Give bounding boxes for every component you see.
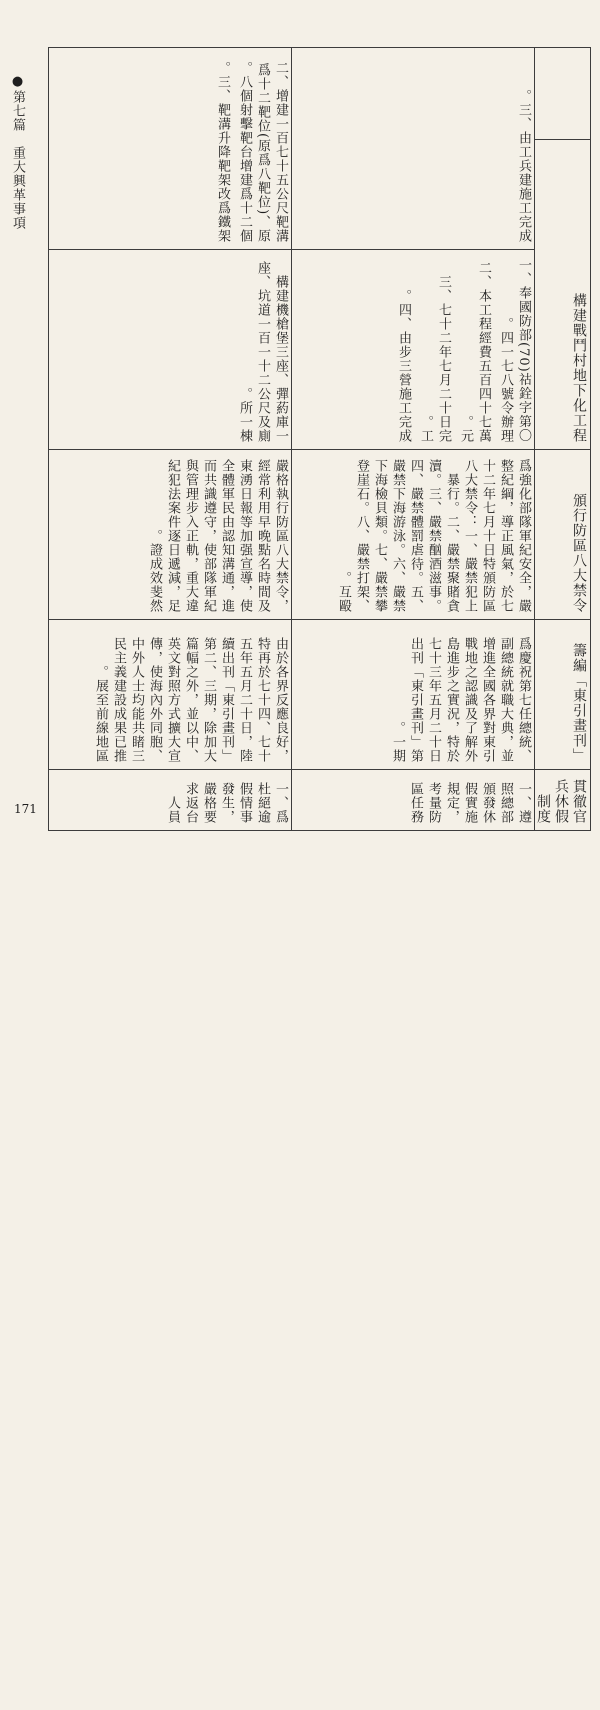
topic-text: 籌編「東引畫刊」 (571, 643, 587, 763)
chapter-number: 第七篇 (10, 90, 25, 132)
topic-cell (535, 770, 591, 831)
chapter-side-label (10, 74, 25, 230)
topic-text: 構建戰鬥村地下化工程 (571, 293, 587, 443)
table-row (49, 250, 591, 450)
result-cell (49, 450, 292, 620)
bullet-dot-icon: ● (10, 74, 25, 90)
measure-line: 二、本工程經費五百四十七萬元。 (458, 261, 491, 443)
measure-line: 四、由步三營施工完成。 (396, 289, 411, 443)
measure-line: 爲慶祝第七任總統、副總統就職大典，並增進全國各界對東引戰地之認識及了解外島進步之實況，特於七十三年五月二十日出刊「東引畫刊」第一期。 (390, 637, 531, 763)
reform-table (48, 47, 591, 831)
measure-cell (292, 450, 535, 620)
result-cell (49, 48, 292, 250)
topic-cell (535, 620, 591, 770)
measure-cell (292, 770, 535, 831)
table-row (49, 450, 591, 620)
topic-cell (535, 48, 591, 140)
measure-line: 一、遵照總部頒發休假實施規定，考量防區任務 (408, 782, 531, 824)
table-row (49, 48, 591, 140)
measure-cell (292, 250, 535, 450)
result-line: 一、爲杜絕逾假情事發生，嚴格要求返台人員 (165, 782, 288, 824)
result-cell (49, 250, 292, 450)
result-cell (49, 620, 292, 770)
result-line: 三、靶溝升降靶架改爲鐵架。 (215, 61, 230, 243)
measure-cell (292, 48, 535, 250)
measure-line: 三、七十二年七月二十日完工。 (418, 275, 451, 443)
measure-line: 爲強化部隊軍紀安全，嚴整紀綱，導正風氣，於七十二年七月十日特頒防區八大禁令：一、嚴禁犯上暴行。二、嚴禁聚賭貪瀆。三、嚴禁酗酒滋事。四、嚴禁體罰虐待。五、嚴禁下海游泳。六、嚴禁下海檢貝類。七、嚴禁攀登崖石。八、嚴禁打架、互毆。 (336, 459, 531, 613)
topic-text: 貫徹官兵休假制度 (535, 779, 587, 824)
topic-cell (535, 140, 591, 450)
measure-line: 三、由工兵建施工完成。 (516, 89, 531, 243)
topic-text: 頒行防區八大禁令 (571, 493, 587, 613)
measure-cell (292, 620, 535, 770)
result-line: 嚴格執行防區八大禁令，經常利用早晚點名時間及東湧日報等加强宣導，使全體軍民由認知溝通，進而共識遵守，使部隊軍紀與管理步入正軌，重大違紀犯法案件逐日遞減，足證成效斐然。 (147, 459, 288, 613)
measure-line: 一、奉國防部(70)祜銓字第〇四一七八號令辦理。 (498, 258, 531, 443)
result-line: 構建機槍堡三座、彈葯庫一座、坑道一百一十二公尺及廁所一棟。 (237, 261, 288, 443)
table-row (49, 770, 591, 831)
result-line: 由於各界反應良好，特再於七十四、七十五年五月二十日，陸續出刊「東引畫刊」第二、三期，除加大篇幅之外，並以中、英文對照方式擴大宣傳，使海內外同胞、中外人士均能共睹三民主義建設成果已推展至前線地區。 (93, 637, 288, 763)
result-line: 二、增建一百七十五公尺靶溝爲十二靶位(原爲八靶位)、原八個射擊靶台增建爲十二個。 (237, 61, 288, 243)
page-number: 171 (14, 802, 37, 816)
result-cell (49, 770, 292, 831)
table-row (49, 620, 591, 770)
chapter-title: 重大興革事項 (10, 146, 25, 230)
topic-cell (535, 450, 591, 620)
